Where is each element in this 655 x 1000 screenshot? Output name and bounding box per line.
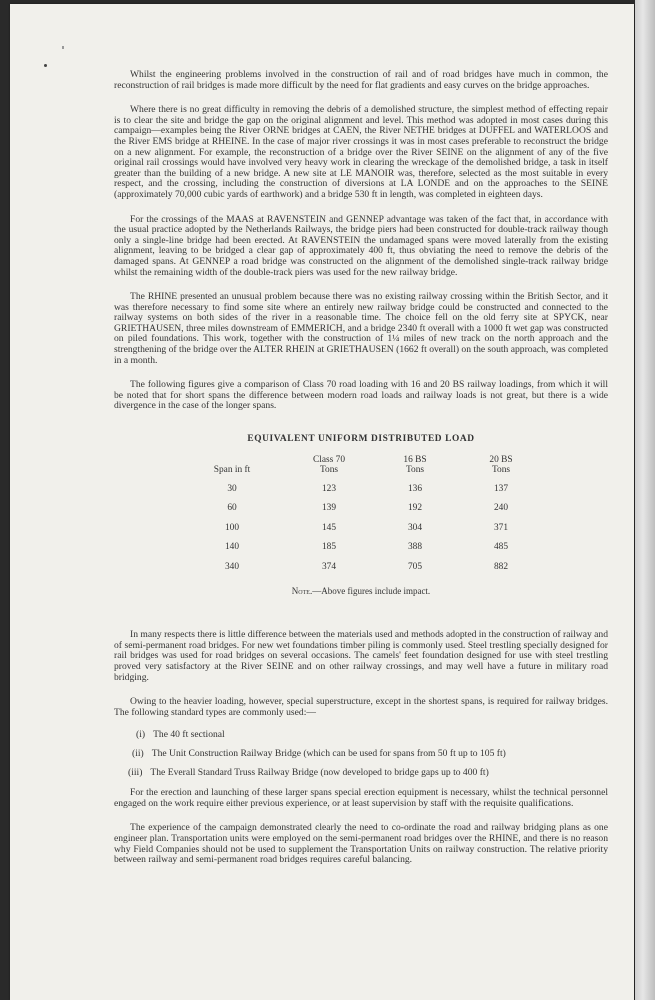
table-cell: 304 bbox=[407, 522, 423, 533]
table-row bbox=[178, 480, 544, 500]
header-span: Span in ft bbox=[213, 465, 251, 476]
table-row bbox=[178, 558, 544, 578]
table-cell: 192 bbox=[407, 503, 423, 514]
table-row bbox=[178, 519, 544, 539]
header-20bs: 20 BS Tons bbox=[489, 454, 513, 476]
table-cell: 137 bbox=[493, 483, 509, 494]
table-cell: 139 bbox=[321, 503, 337, 514]
table-cell: 60 bbox=[227, 503, 237, 514]
header-class70: Class 70 Tons bbox=[312, 454, 346, 476]
paragraph-engineering-problems: Whilst the engineering problems involved in the construction of rail and of road bridges have much in common, the reconstruction of rail bridges is made more difficult by the need for flat gradients and easy curves on the bridge approaches. bbox=[114, 69, 608, 91]
table-cell: 185 bbox=[321, 542, 337, 553]
list-item-text: The 40 ft sectional bbox=[153, 729, 225, 741]
paragraph-erection: For the erection and launching of these larger spans special erection equipment is necessary, whilst the technical personnel engaged on the work require either previous experience, or at least supervision by staff with the requisite qualifications. bbox=[114, 787, 608, 809]
scan-edge bbox=[635, 0, 655, 1000]
table-cell: 145 bbox=[321, 522, 337, 533]
table-cell: 882 bbox=[493, 562, 509, 572]
list-item-number: (iii) bbox=[128, 766, 143, 778]
load-table bbox=[178, 455, 544, 578]
list-item-number: (i) bbox=[136, 729, 146, 741]
table-cell: 240 bbox=[493, 503, 509, 514]
table-header-row bbox=[178, 455, 544, 480]
table-cell: 485 bbox=[493, 542, 509, 553]
list-item bbox=[132, 749, 608, 760]
table-title: EQUIVALENT UNIFORM DISTRIBUTED LOAD bbox=[247, 434, 475, 445]
bridge-types-list bbox=[114, 730, 608, 778]
paragraph-repair-method: Where there is no great difficulty in removing the debris of a demolished structure, the simplest method of effecting repair is to clear the site and bridge the gap on the original alignment and level. This method was adopted in most cases during this campaign—examples being the River ORNE bridges at CAEN, the River NETHE bridges at DUFFEL and WATERLOOS and the River EMS bridge at RHEINE. In the case of major river crossings it was in most cases preferable to reconstruct the bridge on a new alignment. For example, the reconstruction of a bridge over the River SEINE on the alignment of any of the five original rail crossings would have involved very heavy work in clearing the wreckage of the demolished bridge, a task in itself greater than the building of a new bridge. A new site at LE MANOIR was, therefore, selected as the most suitable in every respect, and the crossing, including the construction of diversions at LA LONDE and on the approaches to the SEINE (approximately 70,000 cubic yards of earthwork) and a bridge 530 ft in length, was completed in eighteen days. bbox=[114, 104, 608, 200]
header-16bs: 16 BS Tons bbox=[403, 454, 427, 476]
list-item-text: The Everall Standard Truss Railway Bridge (now developed to bridge gaps up to 400 ft) bbox=[150, 766, 489, 778]
list-item bbox=[128, 768, 608, 779]
list-item bbox=[136, 730, 608, 741]
table-row bbox=[178, 538, 544, 558]
list-item-number: (ii) bbox=[132, 747, 144, 759]
table-cell: 371 bbox=[493, 522, 509, 533]
note-label: Note bbox=[291, 585, 310, 596]
paragraph-rhine-problem: The RHINE presented an unusual problem because there was no existing railway crossing within the British Sector, and it was therefore necessary to find some site where an entirely new railway bridge could be constructed and connected to the railway systems on both sides of the river in a reasonable time. The choice fell on the old ferry site at SPYCK, near GRIETHAUSEN, three miles downstream of EMMERICH, and a bridge 2340 ft overall with a 1000 ft wet gap was constructed on piled foundations. This work, together with the construction of 1¼ miles of new track on the north approach and the strengthening of the bridge over the ALTER RHEIN at GRIETHAUSEN (1662 ft overall) on the south approach, was completed in a month. bbox=[114, 291, 608, 366]
table-cell: 140 bbox=[224, 542, 240, 553]
table-note bbox=[114, 586, 608, 597]
note-text: .—Above figures include impact. bbox=[309, 585, 431, 596]
table-cell: 123 bbox=[321, 483, 337, 494]
table-cell: 388 bbox=[407, 542, 423, 553]
margin-mark bbox=[44, 64, 47, 67]
table-cell: 100 bbox=[224, 522, 240, 533]
document-body bbox=[114, 70, 608, 880]
paragraph-coordination: The experience of the campaign demonstrated clearly the need to co-ordinate the road and railway bridging plans as one engineer plan. Transportation units were employed on the semi-permanent road bridges over the RHINE, and there is no reason why Field Companies should not be used to supplement the Transportation Units on railway construction. The relative priority between railway and semi-permanent road bridges requires careful balancing. bbox=[114, 822, 608, 866]
table-cell: 30 bbox=[227, 483, 237, 494]
table-cell: 340 bbox=[224, 562, 240, 572]
table-cell: 705 bbox=[407, 562, 423, 572]
paragraph-materials: In many respects there is little difference between the materials used and methods adopted in the construction of railway and of semi-permanent road bridges. For new wet foundations timber piling is commonly used. Steel trestling specially designed for rail bridges was used for road bridges on several occasions. The camels' feet foundation designed for use with steel trestling proved very satisfactory at the River SEINE and on other railway crossings, and may well have a future in military road bridging. bbox=[114, 629, 609, 683]
list-item-text: The Unit Construction Railway Bridge (which can be used for spans from 50 ft up to 105 ft) bbox=[151, 747, 506, 759]
paragraph-loading-comparison: The following figures give a comparison of Class 70 road loading with 16 and 20 BS railway loadings, from which it will be noted that for short spans the difference between modern road loads and railway loads is not great, but there is a wide divergence in the case of the longer spans. bbox=[114, 379, 608, 412]
table-cell: 374 bbox=[321, 562, 337, 572]
table-row bbox=[178, 499, 544, 519]
table-cell: 136 bbox=[407, 483, 423, 494]
margin-speck bbox=[62, 46, 64, 49]
paragraph-superstructure: Owing to the heavier loading, however, special superstructure, except in the shortest spans, is required for railway bridges. The following standard types are commonly used:— bbox=[114, 696, 608, 718]
paragraph-maas-crossings: For the crossings of the MAAS at RAVENSTEIN and GENNEP advantage was taken of the fact that, in accordance with the usual practice adopted by the Netherlands Railways, the bridge piers had been constructed for double-track railway though only a single-line bridge had been erected. At RAVENSTEIN the undamaged spans were moved laterally from the existing alignment, leaving to be bridged a clear gap of approximately 400 ft, thus obviating the need to remove the debris of the damaged spans. At GENNEP a road bridge was constructed on the alignment of the demolished single-track railway bridge whilst the remaining width of the double-track piers was used for the new railway bridge. bbox=[114, 213, 608, 278]
document-page bbox=[10, 4, 634, 1000]
